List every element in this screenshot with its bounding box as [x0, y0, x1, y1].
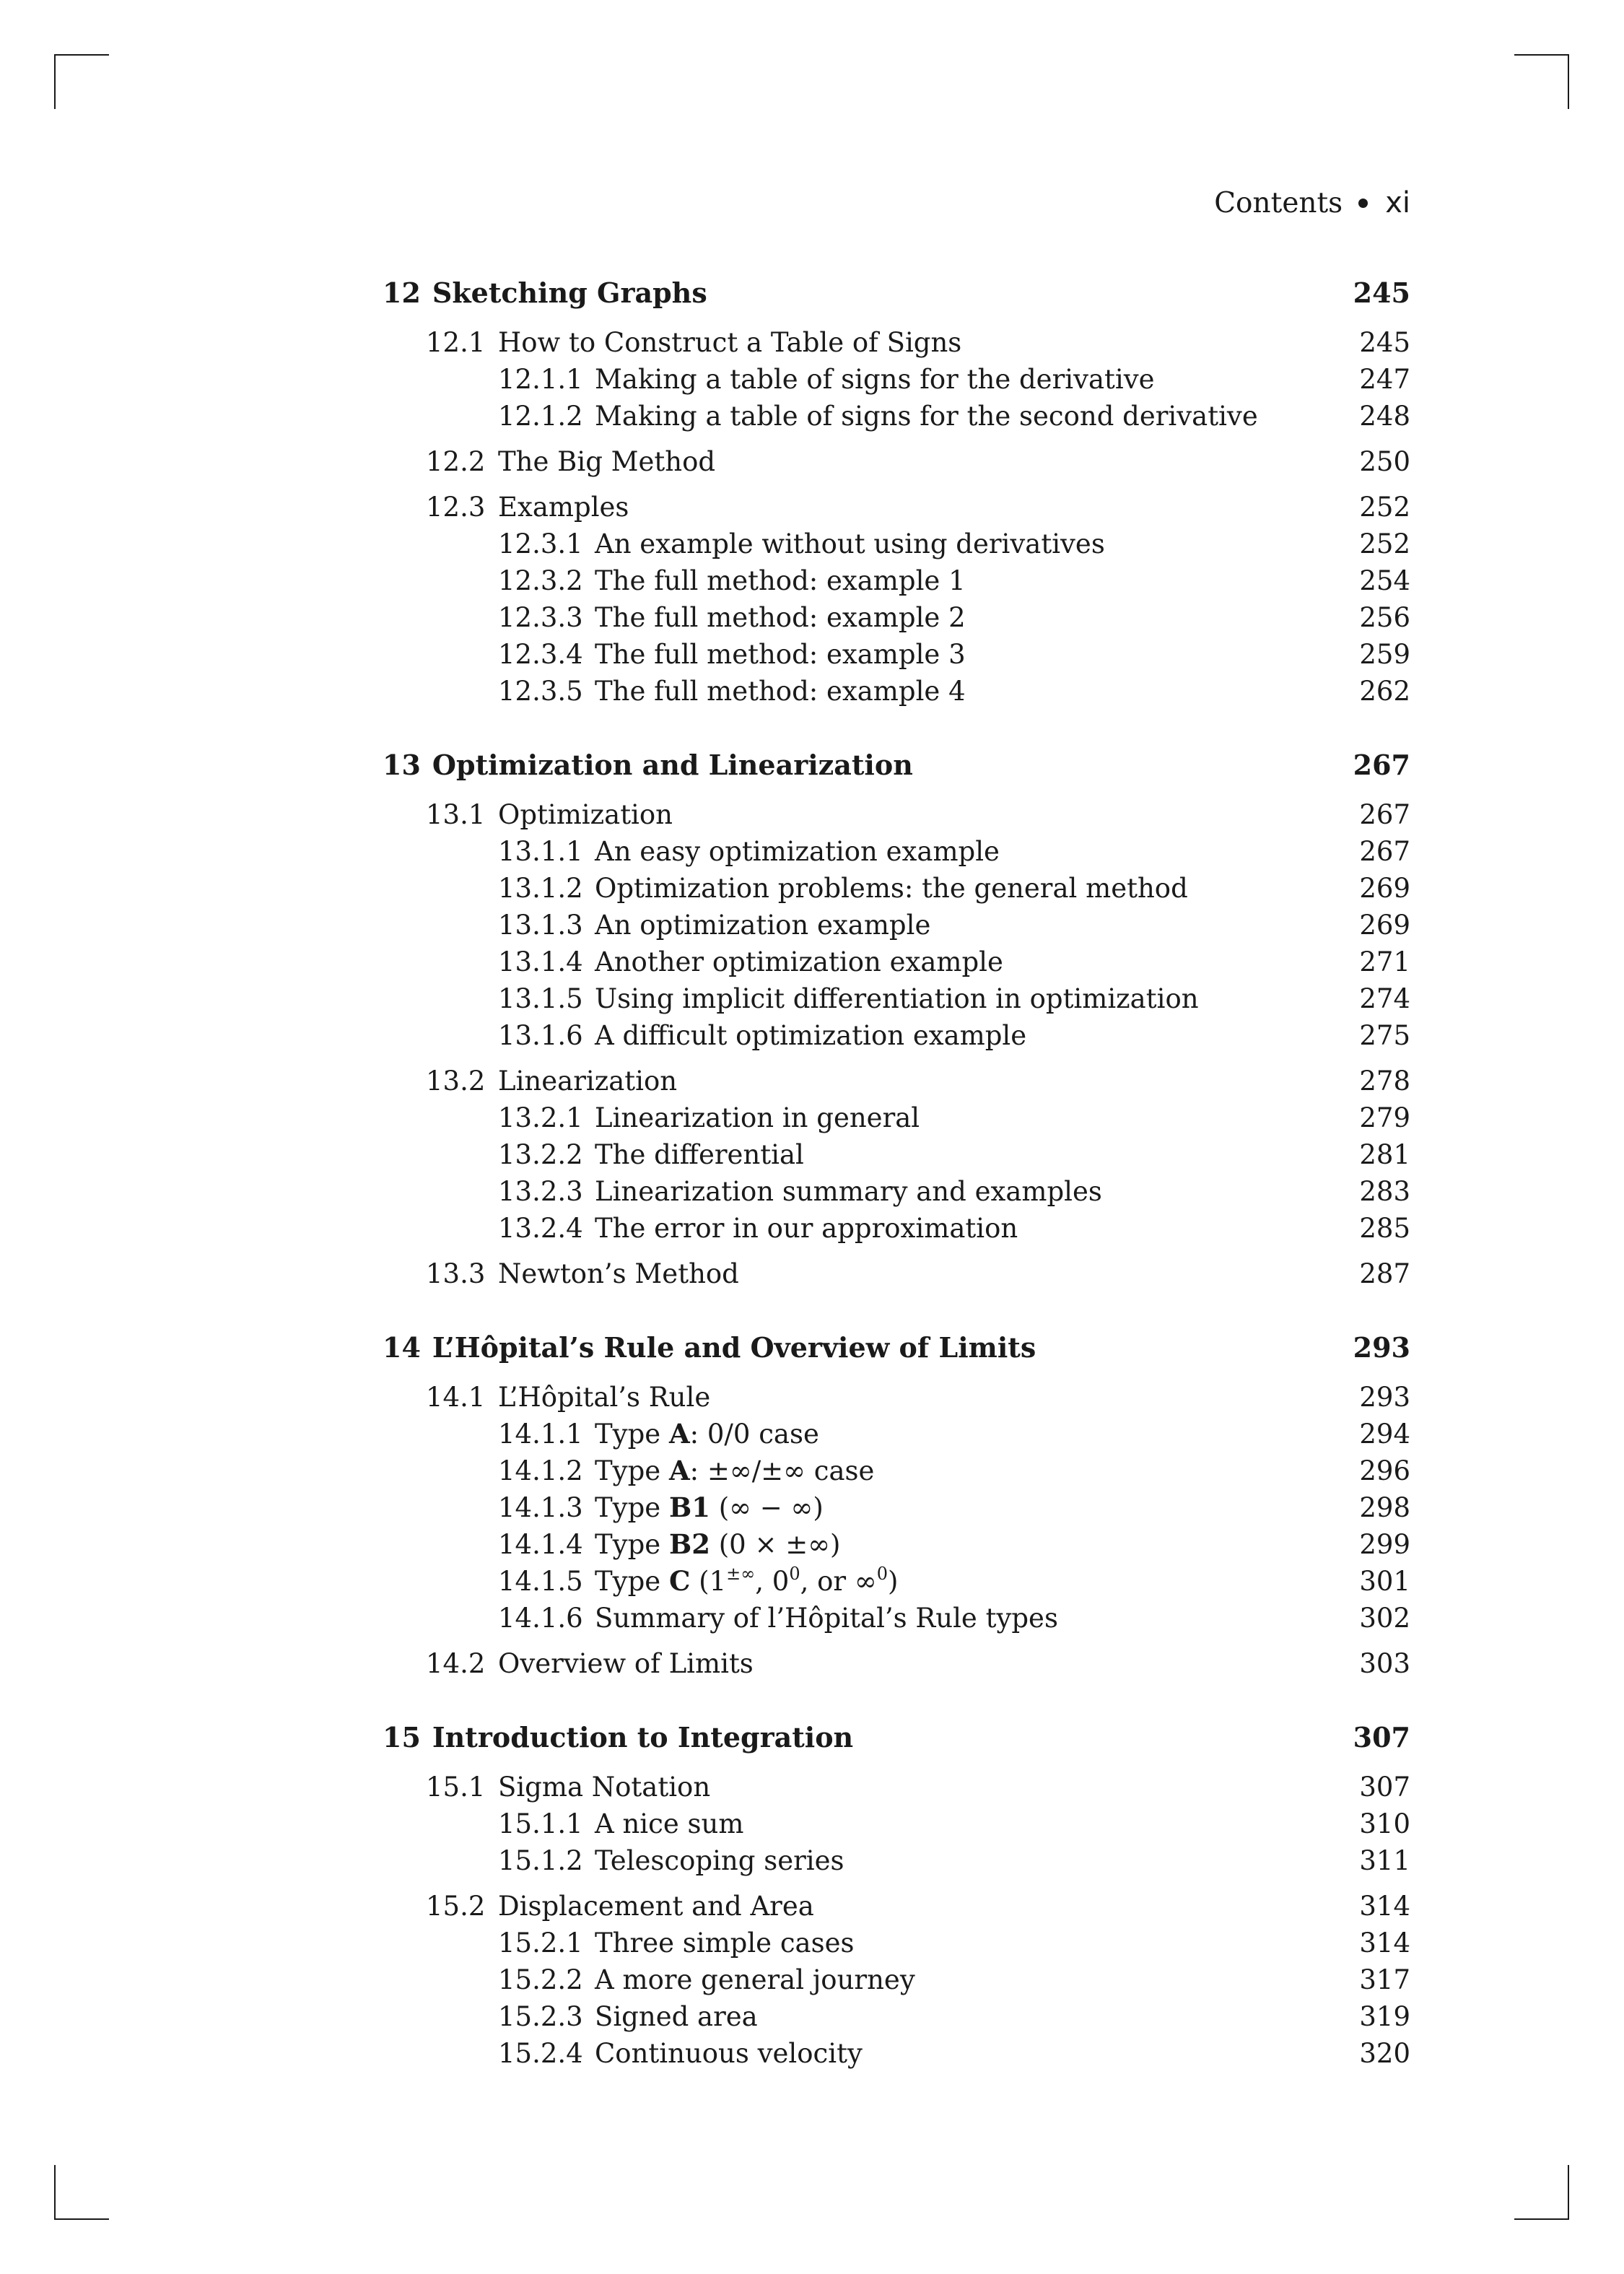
toc-entry-page: 269: [1359, 910, 1410, 941]
toc-chapter-13[interactable]: [383, 743, 1410, 788]
toc-entry-number: 12.3.3: [498, 602, 583, 633]
toc-subsection-12-1-2[interactable]: [383, 398, 1410, 435]
header-label: Contents: [1214, 186, 1343, 219]
toc-entry-page: 281: [1359, 1139, 1410, 1170]
toc-entry-number: 15.2.2: [498, 1964, 583, 1995]
toc-entry-number: 13.1.1: [498, 836, 583, 867]
toc-entry-number: 14.1.6: [498, 1603, 583, 1634]
toc-entry-page: 252: [1359, 528, 1410, 559]
toc-subsection-15-2-2[interactable]: [383, 1961, 1410, 1998]
crop-mark-bottom-left-v: [54, 2165, 56, 2220]
toc-entry-number: 14.1.4: [498, 1529, 583, 1560]
toc-entry-page: 275: [1359, 1020, 1410, 1051]
toc-subsection-13-2-2[interactable]: [383, 1136, 1410, 1173]
toc-entry-page: 267: [1353, 749, 1410, 781]
toc-entry-page: 303: [1359, 1648, 1410, 1679]
toc-entry-page: 320: [1359, 2038, 1410, 2069]
toc-chapter-12[interactable]: [383, 271, 1410, 315]
crop-mark-bottom-right-v: [1568, 2165, 1569, 2220]
toc-section-14-2[interactable]: [383, 1645, 1410, 1682]
chapter-block: [383, 271, 1410, 710]
toc-entry-number: 13: [383, 749, 421, 781]
toc-entry-title: A nice sum: [595, 1808, 744, 1839]
toc-entry-title: An easy optimization example: [595, 836, 1000, 867]
toc-entry-number: 12.1.2: [498, 401, 583, 432]
toc-entry-number: 13.1.2: [498, 873, 583, 904]
toc-chapter-14[interactable]: [383, 1325, 1410, 1370]
toc-entry-number: 15.2.1: [498, 1927, 583, 1959]
toc-subsection-12-1-1[interactable]: [383, 361, 1410, 398]
chapter-block: [383, 1715, 1410, 2072]
toc-subsection-13-1-6[interactable]: [383, 1017, 1410, 1054]
toc-entry-number: 12.3.2: [498, 565, 583, 596]
toc-entry-title: An optimization example: [595, 910, 931, 941]
toc-entry-page: 254: [1359, 565, 1410, 596]
toc-entry-number: 14.1.5: [498, 1566, 583, 1597]
toc-entry-page: 252: [1359, 492, 1410, 523]
toc-entry-page: 296: [1359, 1455, 1410, 1486]
running-header: [1214, 186, 1410, 219]
toc-entry-title: Optimization problems: the general method: [595, 873, 1188, 904]
toc-entry-number: 13.3: [426, 1258, 486, 1289]
toc-entry-title: An example without using derivatives: [595, 528, 1105, 559]
toc-entry-title: L’Hôpital’s Rule: [498, 1382, 711, 1413]
toc-entry-number: 13.2.2: [498, 1139, 583, 1170]
toc-entry-number: 14.1.2: [498, 1455, 583, 1486]
toc-entry-page: 302: [1359, 1603, 1410, 1634]
toc-entry-number: 14: [383, 1331, 421, 1364]
toc-entry-number: 12: [383, 276, 421, 309]
toc-entry-title: Linearization summary and examples: [595, 1176, 1102, 1207]
toc-entry-page: 298: [1359, 1492, 1410, 1523]
toc-entry-number: 15.2.4: [498, 2038, 583, 2069]
toc-entry-page: 307: [1353, 1721, 1410, 1754]
chapter-block: [383, 743, 1410, 1292]
toc-entry-title: Continuous velocity: [595, 2038, 863, 2069]
toc-entry-number: 13.1.5: [498, 983, 583, 1014]
toc-entry-number: 14.1.3: [498, 1492, 583, 1523]
toc-entry-page: 317: [1359, 1964, 1410, 1995]
toc-entry-title: Displacement and Area: [498, 1891, 814, 1922]
toc-entry-title: Linearization in general: [595, 1102, 920, 1133]
toc-entry-number: 13.1.6: [498, 1020, 583, 1051]
bullet-icon: [1358, 199, 1368, 208]
toc-entry-title: Using implicit differentiation in optimization: [595, 983, 1199, 1014]
toc-entry-title: A difficult optimization example: [595, 1020, 1027, 1051]
toc-subsection-13-2-3[interactable]: [383, 1173, 1410, 1210]
toc-entry-title: Type B1 (∞ − ∞): [595, 1491, 824, 1523]
toc-entry-page: 271: [1359, 946, 1410, 977]
toc-entry-title: Making a table of signs for the derivative: [595, 364, 1155, 395]
toc-chapter-15[interactable]: [383, 1715, 1410, 1760]
toc-entry-number: 13.2.4: [498, 1213, 583, 1244]
toc-entry-number: 15.1.2: [498, 1845, 583, 1876]
crop-mark-bottom-left-h: [54, 2218, 109, 2220]
toc-entry-title: The full method: example 3: [595, 639, 966, 670]
toc-section-15-1[interactable]: [383, 1769, 1410, 1805]
toc-subsection-13-1-5[interactable]: [383, 980, 1410, 1017]
toc-entry-page: 278: [1359, 1066, 1410, 1097]
toc-entry-number: 13.2.3: [498, 1176, 583, 1207]
toc-subsection-14-1-2[interactable]: [383, 1452, 1410, 1489]
toc-entry-page: 259: [1359, 639, 1410, 670]
toc-subsection-14-1-1[interactable]: [383, 1416, 1410, 1452]
toc-entry-title: Optimization and Linearization: [432, 749, 913, 781]
toc-entry-title: Type A: ±∞/±∞ case: [595, 1455, 875, 1486]
toc-section-13-2[interactable]: [383, 1063, 1410, 1099]
toc-entry-title: Another optimization example: [595, 946, 1003, 977]
toc-entry-page: 267: [1359, 836, 1410, 867]
toc-subsection-15-2-3[interactable]: [383, 1998, 1410, 2035]
toc-entry-title: Examples: [498, 492, 629, 523]
toc-entry-page: 267: [1359, 799, 1410, 830]
toc-entry-page: 247: [1359, 364, 1410, 395]
header-page-number: xi: [1385, 186, 1410, 219]
toc-entry-number: 13.1.3: [498, 910, 583, 941]
toc-entry-title: The differential: [595, 1139, 804, 1170]
toc-entry-title: L’Hôpital’s Rule and Overview of Limits: [432, 1331, 1036, 1364]
toc-entry-number: 15: [383, 1721, 421, 1754]
toc-entry-title: Summary of l’Hôpital’s Rule types: [595, 1603, 1058, 1634]
toc-entry-title: Signed area: [595, 2001, 758, 2032]
toc-subsection-15-1-2[interactable]: [383, 1842, 1410, 1879]
toc-entry-page: 256: [1359, 602, 1410, 633]
toc-entry-title: Introduction to Integration: [432, 1721, 854, 1754]
toc-entry-title: Making a table of signs for the second derivative: [595, 401, 1258, 432]
toc-section-13-1[interactable]: [383, 796, 1410, 833]
toc-entry-title: Overview of Limits: [498, 1648, 754, 1679]
toc-subsection-12-3-5[interactable]: [383, 673, 1410, 710]
toc-subsection-12-3-3[interactable]: [383, 599, 1410, 636]
toc-entry-page: 314: [1359, 1927, 1410, 1959]
toc-entry-title: A more general journey: [595, 1964, 915, 1995]
toc-entry-number: 12.3.4: [498, 639, 583, 670]
toc-entry-number: 15.1.1: [498, 1808, 583, 1839]
toc-entry-number: 12.3.1: [498, 528, 583, 559]
toc-section-14-1[interactable]: [383, 1379, 1410, 1416]
toc-subsection-12-3-1[interactable]: [383, 526, 1410, 562]
toc-entry-title: The Big Method: [498, 446, 716, 477]
toc-entry-title: Type B2 (0 × ±∞): [595, 1528, 841, 1560]
toc-section-13-3[interactable]: [383, 1255, 1410, 1292]
toc-entry-number: 14.1.1: [498, 1419, 583, 1450]
toc-entry-number: 13.2.1: [498, 1102, 583, 1133]
toc-entry-page: 310: [1359, 1808, 1410, 1839]
toc-subsection-12-3-2[interactable]: [383, 562, 1410, 599]
toc-entry-page: 283: [1359, 1176, 1410, 1207]
toc-entry-number: 12.3: [426, 492, 486, 523]
toc-entry-page: 301: [1359, 1566, 1410, 1597]
toc-subsection-13-1-4[interactable]: [383, 944, 1410, 980]
toc-subsection-13-2-1[interactable]: [383, 1099, 1410, 1136]
toc-subsection-14-1-3[interactable]: [383, 1489, 1410, 1526]
crop-mark-bottom-right-h: [1514, 2218, 1569, 2220]
toc-entry-number: 15.1: [426, 1772, 486, 1803]
toc-entry-number: 12.2: [426, 446, 486, 477]
toc-entry-title: Sigma Notation: [498, 1772, 711, 1803]
toc-entry-page: 293: [1353, 1331, 1410, 1364]
toc-entry-page: 279: [1359, 1102, 1410, 1133]
toc-entry-title: Newton’s Method: [498, 1258, 739, 1289]
toc-subsection-13-1-3[interactable]: [383, 907, 1410, 944]
toc-entry-page: 319: [1359, 2001, 1410, 2032]
toc-entry-page: 314: [1359, 1891, 1410, 1922]
toc-entry-number: 12.3.5: [498, 676, 583, 707]
toc-entry-number: 13.2: [426, 1066, 486, 1097]
toc-entry-title: Type C (1±∞, $0^0$, or ∞$^0$): [595, 1564, 899, 1597]
toc-entry-number: 12.1: [426, 327, 486, 358]
toc-entry-number: 12.1.1: [498, 364, 583, 395]
toc-entry-page: 299: [1359, 1529, 1410, 1560]
crop-mark-top-left-v: [54, 54, 56, 109]
toc-entry-page: 274: [1359, 983, 1410, 1014]
toc-entry-title: The full method: example 1: [595, 565, 966, 596]
toc-entry-page: 311: [1359, 1845, 1410, 1876]
toc-entry-title: The full method: example 2: [595, 602, 966, 633]
toc-subsection-15-2-4[interactable]: [383, 2035, 1410, 2072]
chapter-block: [383, 1325, 1410, 1682]
toc-entry-title: How to Construct a Table of Signs: [498, 327, 962, 358]
toc-entry-page: 250: [1359, 446, 1410, 477]
toc-entry-page: 307: [1359, 1772, 1410, 1803]
toc-entry-page: 285: [1359, 1213, 1410, 1244]
toc-entry-title: The full method: example 4: [595, 676, 966, 707]
toc-section-12-2[interactable]: [383, 443, 1410, 480]
toc-entry-number: 14.1: [426, 1382, 486, 1413]
toc-subsection-15-2-1[interactable]: [383, 1925, 1410, 1961]
toc-subsection-13-1-2[interactable]: [383, 870, 1410, 907]
toc-entry-number: 13.1.4: [498, 946, 583, 977]
toc-entry-page: 269: [1359, 873, 1410, 904]
toc-entry-title: Sketching Graphs: [432, 276, 707, 309]
crop-mark-top-right-v: [1568, 54, 1569, 109]
toc-entry-title: The error in our approximation: [595, 1213, 1018, 1244]
toc-entry-number: 15.2: [426, 1891, 486, 1922]
toc-subsection-15-1-1[interactable]: [383, 1805, 1410, 1842]
toc-section-12-3[interactable]: [383, 489, 1410, 526]
toc-subsection-12-3-4[interactable]: [383, 636, 1410, 673]
crop-mark-top-left-h: [54, 54, 109, 56]
toc-subsection-13-2-4[interactable]: [383, 1210, 1410, 1247]
table-of-contents: [383, 271, 1410, 2105]
toc-section-15-2[interactable]: [383, 1888, 1410, 1925]
toc-entry-title: Type A: 0/0 case: [595, 1418, 819, 1450]
toc-entry-page: 293: [1359, 1382, 1410, 1413]
toc-entry-title: Three simple cases: [595, 1927, 855, 1959]
toc-entry-number: 13.1: [426, 799, 486, 830]
toc-entry-page: 287: [1359, 1258, 1410, 1289]
toc-entry-title: Linearization: [498, 1066, 678, 1097]
crop-mark-top-right-h: [1514, 54, 1569, 56]
toc-subsection-14-1-5[interactable]: [383, 1563, 1410, 1600]
toc-entry-page: 248: [1359, 401, 1410, 432]
toc-entry-page: 294: [1359, 1419, 1410, 1450]
toc-entry-page: 245: [1359, 327, 1410, 358]
toc-subsection-14-1-6[interactable]: [383, 1600, 1410, 1637]
toc-entry-title: Telescoping series: [595, 1845, 844, 1876]
toc-entry-page: 245: [1353, 276, 1410, 309]
toc-subsection-14-1-4[interactable]: [383, 1526, 1410, 1563]
toc-section-12-1[interactable]: [383, 324, 1410, 361]
toc-subsection-13-1-1[interactable]: [383, 833, 1410, 870]
toc-entry-number: 14.2: [426, 1648, 486, 1679]
toc-entry-page: 262: [1359, 676, 1410, 707]
toc-entry-number: 15.2.3: [498, 2001, 583, 2032]
toc-entry-title: Optimization: [498, 799, 673, 830]
